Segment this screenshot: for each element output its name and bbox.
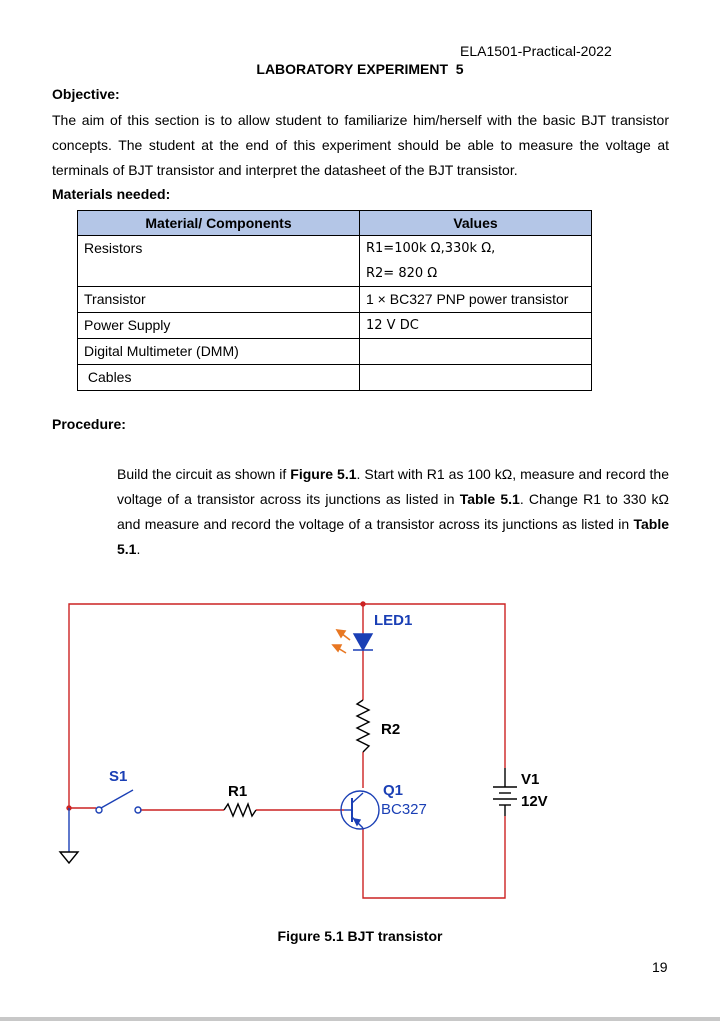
table-row bbox=[78, 339, 592, 365]
table-reference: Table 5.1 bbox=[117, 516, 669, 557]
page-number: 19 bbox=[652, 959, 668, 975]
title-number: 5 bbox=[455, 61, 464, 77]
figure-reference: Figure 5.1 bbox=[290, 466, 357, 482]
resistor-r2-icon bbox=[357, 700, 369, 752]
procedure-text-part: . bbox=[136, 541, 141, 557]
table-row bbox=[78, 365, 592, 391]
materials-heading: Materials needed: bbox=[52, 186, 171, 202]
page-title bbox=[0, 61, 720, 77]
value-cell: 12 V DC bbox=[360, 313, 592, 339]
component-cell: Digital Multimeter (DMM) bbox=[78, 339, 360, 365]
component-cell: Transistor bbox=[78, 287, 360, 313]
transistor-q1-icon bbox=[341, 791, 379, 829]
s1-label: S1 bbox=[109, 768, 128, 785]
procedure-text-part: . Start with R1 as 100 kΩ, measure and record the voltage of a transistor across its junctions as listed in bbox=[117, 466, 669, 507]
value-cell bbox=[360, 236, 592, 287]
led-diode-icon bbox=[354, 634, 372, 650]
wire-top-loop bbox=[69, 604, 505, 808]
r2-label: R2 bbox=[381, 721, 401, 738]
switch-s1-icon bbox=[101, 790, 133, 808]
materials-table bbox=[77, 210, 592, 391]
value-cell bbox=[360, 365, 592, 391]
table-row bbox=[78, 313, 592, 339]
wire-bottom-loop bbox=[363, 816, 505, 898]
procedure-text-part: Build the circuit as shown if bbox=[117, 466, 291, 482]
value-cell: 1 × BC327 PNP power transistor bbox=[360, 287, 592, 313]
q1-part-label: BC327 bbox=[381, 801, 427, 818]
table-row bbox=[78, 287, 592, 313]
led-light-arrows-icon bbox=[333, 630, 350, 653]
v1-value-label: 12V bbox=[521, 793, 548, 810]
objective-heading: Objective: bbox=[52, 86, 120, 102]
ground-icon bbox=[60, 852, 78, 863]
circuit-diagram bbox=[0, 590, 720, 920]
battery-v1-icon bbox=[493, 768, 517, 816]
table-header-row bbox=[78, 211, 592, 236]
resistor-r1-icon bbox=[224, 804, 256, 816]
objective-text: The aim of this section is to allow student to familiarize him/herself with the basic BJT transistor concepts. The student at the end of this experiment should be able to measure the voltage at terminals of BJT transistor and interpret the datasheet of the BJT transistor. bbox=[52, 112, 669, 178]
column-header-values: Values bbox=[360, 211, 592, 236]
title-label: LABORATORY EXPERIMENT bbox=[256, 61, 449, 77]
page-bottom-divider bbox=[0, 1017, 720, 1021]
figure-caption: Figure 5.1 BJT transistor bbox=[277, 928, 443, 944]
circuit-wires bbox=[67, 602, 505, 898]
value-line: R2= 820 Ω bbox=[366, 266, 438, 281]
course-code: ELA1501-Practical-2022 bbox=[460, 43, 612, 59]
q1-label: Q1 bbox=[383, 782, 404, 799]
v1-label: V1 bbox=[521, 771, 540, 788]
value-cell bbox=[360, 339, 592, 365]
procedure-text bbox=[117, 462, 669, 562]
table-reference: Table 5.1 bbox=[459, 491, 520, 507]
component-cell: Power Supply bbox=[78, 313, 360, 339]
r1-label: R1 bbox=[228, 783, 248, 800]
junction-dot bbox=[361, 602, 365, 606]
column-header-components: Material/ Components bbox=[78, 211, 360, 236]
procedure-text-part: . Change R1 to 330 kΩ and measure and record the voltage of a transistor across its junctions as listed in bbox=[117, 491, 669, 532]
table-row bbox=[78, 236, 592, 287]
led1-label: LED1 bbox=[374, 612, 413, 629]
value-line: R1=100k Ω,330k Ω, bbox=[366, 241, 496, 256]
procedure-heading: Procedure: bbox=[52, 416, 126, 432]
circuit-components bbox=[60, 634, 517, 863]
component-cell: Resistors bbox=[78, 236, 360, 287]
component-cell: Cables bbox=[78, 365, 360, 391]
